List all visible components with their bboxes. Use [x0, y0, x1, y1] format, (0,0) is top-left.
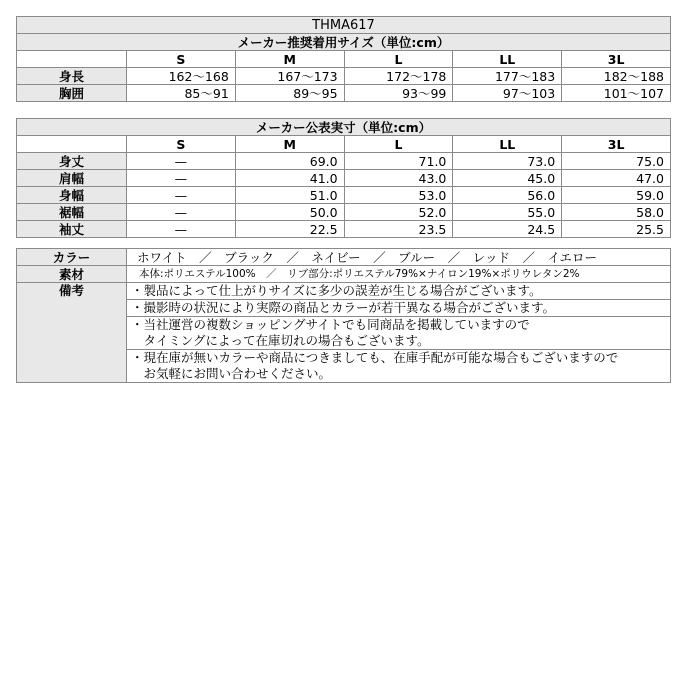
size-label: S [127, 51, 236, 68]
table-cell: 25.5 [562, 221, 671, 238]
table-cell: 177～183 [453, 68, 562, 85]
table-cell: 89～95 [235, 85, 344, 102]
recommended-size-table [16, 16, 671, 102]
material-value: 本体:ポリエステル100% ／ リブ部分:ポリエステル79%×ナイロン19%×ポリウレタン2% [127, 266, 671, 283]
table-cell: 51.0 [235, 187, 344, 204]
row-label: 胸囲 [17, 85, 127, 102]
note-line: お気軽にお問い合わせください。 [131, 366, 332, 381]
measurement-heading: メーカー公表実寸（単位:cm） [17, 119, 671, 136]
corner-cell [17, 51, 127, 68]
table-cell: — [127, 187, 236, 204]
table-cell: 43.0 [344, 170, 453, 187]
table-row [17, 85, 671, 102]
table-cell: — [127, 153, 236, 170]
note-line: ・現在庫が無いカラーや商品につきましても、在庫手配が可能な場合もございますので [131, 350, 619, 365]
table-cell: 41.0 [235, 170, 344, 187]
size-label: S [127, 136, 236, 153]
row-label: 身幅 [17, 187, 127, 204]
table-cell: 50.0 [235, 204, 344, 221]
table-row [17, 68, 671, 85]
table-cell: 85～91 [127, 85, 236, 102]
note-item [127, 350, 671, 383]
table-row [17, 187, 671, 204]
size-header-row [17, 136, 671, 153]
table-cell: 59.0 [562, 187, 671, 204]
product-code: THMA617 [17, 17, 671, 34]
size-label: 3L [562, 136, 671, 153]
size-label: M [235, 136, 344, 153]
product-code-row [17, 17, 671, 34]
table-cell: 73.0 [453, 153, 562, 170]
row-label: 身丈 [17, 153, 127, 170]
table-cell: — [127, 170, 236, 187]
product-info-table [16, 248, 671, 383]
size-header-row [17, 51, 671, 68]
table-cell: — [127, 221, 236, 238]
table-cell: 182～188 [562, 68, 671, 85]
table-cell: 55.0 [453, 204, 562, 221]
table-cell: 172～178 [344, 68, 453, 85]
row-label: 裾幅 [17, 204, 127, 221]
note-line: ・製品によって仕上がりサイズに多少の誤差が生じる場合がございます。 [131, 283, 542, 298]
corner-cell [17, 136, 127, 153]
table-cell: 93～99 [344, 85, 453, 102]
table-cell: 52.0 [344, 204, 453, 221]
notes-label: 備考 [17, 283, 127, 383]
table-row [17, 170, 671, 187]
color-value: ホワイト ／ ブラック ／ ネイビー ／ ブルー ／ レッド ／ イエロー [127, 249, 671, 266]
table-cell: 22.5 [235, 221, 344, 238]
table-cell: 23.5 [344, 221, 453, 238]
material-row [17, 266, 671, 283]
row-label: 袖丈 [17, 221, 127, 238]
note-item [127, 317, 671, 350]
size-label: L [344, 51, 453, 68]
table-cell: — [127, 204, 236, 221]
color-row [17, 249, 671, 266]
table-row [17, 153, 671, 170]
recommended-heading: メーカー推奨着用サイズ（単位:cm） [17, 34, 671, 51]
table-cell: 69.0 [235, 153, 344, 170]
size-label: M [235, 51, 344, 68]
table-cell: 71.0 [344, 153, 453, 170]
size-label: LL [453, 136, 562, 153]
table-cell: 101～107 [562, 85, 671, 102]
note-line: ・撮影時の状況により実際の商品とカラーが若干異なる場合がございます。 [131, 300, 556, 315]
table-cell: 47.0 [562, 170, 671, 187]
row-label: 肩幅 [17, 170, 127, 187]
table-cell: 75.0 [562, 153, 671, 170]
color-label: カラー [17, 249, 127, 266]
table-cell: 45.0 [453, 170, 562, 187]
table-row [17, 221, 671, 238]
table-cell: 56.0 [453, 187, 562, 204]
notes-row [17, 283, 671, 300]
measurement-table [16, 118, 671, 238]
size-label: LL [453, 51, 562, 68]
table-cell: 58.0 [562, 204, 671, 221]
measurement-heading-row [17, 119, 671, 136]
table-cell: 167～173 [235, 68, 344, 85]
note-item [127, 300, 671, 317]
note-line: タイミングによって在庫切れの場合もございます。 [131, 333, 430, 348]
table-cell: 162～168 [127, 68, 236, 85]
recommended-heading-row [17, 34, 671, 51]
note-line: ・当社運営の複数ショッピングサイトでも同商品を掲載していますので [131, 317, 530, 332]
table-cell: 24.5 [453, 221, 562, 238]
row-label: 身長 [17, 68, 127, 85]
table-row [17, 204, 671, 221]
table-cell: 53.0 [344, 187, 453, 204]
note-item [127, 283, 671, 300]
size-label: L [344, 136, 453, 153]
size-label: 3L [562, 51, 671, 68]
material-label: 素材 [17, 266, 127, 283]
table-cell: 97～103 [453, 85, 562, 102]
